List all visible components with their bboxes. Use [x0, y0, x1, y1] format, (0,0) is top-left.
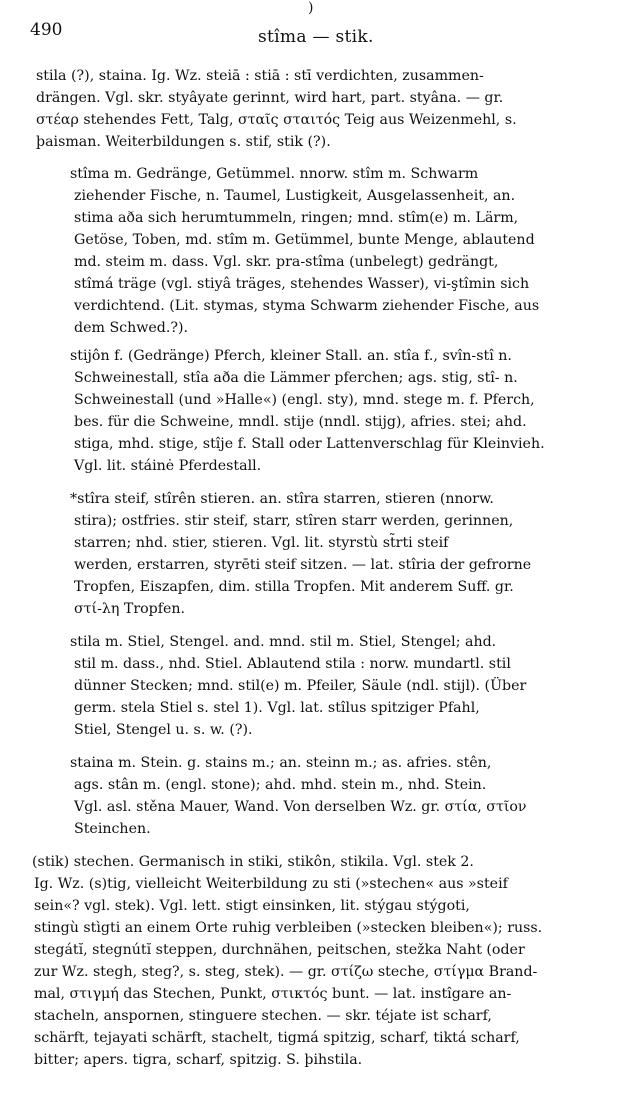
- entry-line: στέαρ stehendes Fett, Talg, σταῖς σταιτός Teig aus Weizenmehl, s.: [36, 112, 517, 128]
- entry-line: starren; nhd. stier, stieren. Vgl. lit. styrstù st̃rti steif: [74, 535, 449, 551]
- entry-line: Vgl. lit. stáinė Pferdestall.: [74, 458, 262, 474]
- entry-line: stîmá träge (vgl. stiyâ träges, stehendes Wasser), vi-ştîmin sich: [74, 276, 530, 292]
- entry-line: stila (?), staina. Ig. Wz. steiā : stiā : stī verdichten, zusammen-: [36, 68, 484, 84]
- entry-line: Schweinestall (und »Halle«) (engl. sty), mnd. stege m. f. Pferch,: [74, 392, 535, 408]
- entry-line: dünner Stecken; mnd. stil(e) m. Pfeiler, Säule (ndl. stijl). (Über: [74, 678, 527, 694]
- entry-line: stegátĭ, stegnútĭ steppen, durchnähen, peitschen, stežka Naht (oder: [34, 942, 525, 958]
- entry-line: Getöse, Toben, md. stîm m. Getümmel, bunte Menge, ablautend: [74, 232, 535, 248]
- entry-line: werden, erstarren, styrēti steif sitzen. — lat. stîria der gefrorne: [74, 557, 532, 573]
- entry-headline: staina m. Stein. g. stains m.; an. steinn m.; as. afries. stên,: [70, 755, 492, 771]
- entry-line: drängen. Vgl. skr. styâyate gerinnt, wird hart, part. styâna. — gr.: [36, 90, 504, 106]
- entry-line: stil m. dass., nhd. Stiel. Ablautend stila : norw. mundartl. stil: [74, 656, 511, 672]
- entry-line: Vgl. asl. stěna Mauer, Wand. Von derselben Wz. gr. στία, στῖον: [74, 799, 527, 815]
- entry-line: stiga, mhd. stige, stîje f. Stall oder Lattenverschlag für Kleinvieh.: [74, 436, 545, 452]
- entry-line: bes. für die Schweine, mndl. stije (nndl. stijg), afries. stei; ahd.: [74, 414, 527, 430]
- running-title: stîma — stik.: [258, 27, 374, 47]
- entry-headline: (stik) stechen. Germanisch in stiki, stikôn, stikila. Vgl. stek 2.: [32, 854, 474, 870]
- entry-line: ags. stân m. (engl. stone); ahd. mhd. stein m., nhd. Stein.: [74, 777, 487, 793]
- entry-headline: stila m. Stiel, Stengel. and. mnd. stil m. Stiel, Stengel; ahd.: [70, 634, 497, 650]
- entry-line: Steinchen.: [74, 821, 151, 837]
- entry-line: verdichtend. (Lit. stymas, styma Schwarm ziehender Fische, aus: [74, 298, 540, 314]
- entry-line: Ig. Wz. (s)tig, vielleicht Weiterbildung zu sti (»stechen« aus »steif: [34, 876, 508, 892]
- entry-line: Schweinestall, stîa aða die Lämmer pferchen; ags. stig, stî- n.: [74, 370, 518, 386]
- entry-line: stima aða sich herumtummeln, ringen; mnd. stîm(e) m. Lärm,: [74, 210, 519, 226]
- entry-line: þaisman. Weiterbildungen s. stif, stik (?).: [36, 134, 331, 150]
- entry-line: ziehender Fische, n. Taumel, Lustigkeit, Ausgelassenheit, an.: [74, 188, 516, 204]
- entry-line: dem Schwed.?).: [74, 320, 189, 336]
- entry-line: στί-λη Tropfen.: [74, 601, 186, 617]
- top-mark: ): [308, 0, 314, 16]
- entry-headline: stijôn f. (Gedränge) Pferch, kleiner Stall. an. stîa f., svîn-stî n.: [70, 348, 512, 364]
- entry-line: Stiel, Stengel u. s. w. (?).: [74, 722, 253, 738]
- entry-headline: stîma m. Gedränge, Getümmel. nnorw. stîm m. Schwarm: [70, 166, 479, 182]
- entry-line: stingù stìgti an einem Orte ruhig verbleiben (»stecken bleiben«); russ.: [34, 920, 543, 936]
- entry-line: schärft, tejayati schärft, stachelt, tigmá spitzig, scharf, tiktá scharf,: [34, 1030, 520, 1046]
- entry-line: Tropfen, Eiszapfen, dim. stilla Tropfen. Mit anderem Suff. gr.: [74, 579, 514, 595]
- entry-line: stacheln, anspornen, stinguere stechen. — skr. téjate ist scharf,: [34, 1008, 492, 1024]
- page-number: 490: [30, 20, 63, 40]
- entry-line: stira); ostfries. stir steif, starr, stîren starr werden, gerinnen,: [74, 513, 514, 529]
- entry-line: sein«? vgl. stek). Vgl. lett. stigt einsinken, lit. stýgau stýgoti,: [34, 898, 470, 914]
- entry-line: md. steim m. dass. Vgl. skr. pra-stîma (unbelegt) gedrängt,: [74, 254, 499, 270]
- entry-line: zur Wz. stegh, steg?, s. steg, stek). — gr. στίζω steche, στίγμα Brand-: [34, 964, 538, 980]
- entry-headline: *stîra steif, stîrên stieren. an. stîra starren, stieren (nnorw.: [70, 491, 494, 507]
- entry-line: bitter; apers. tigra, scharf, spitzig. S. þihstila.: [34, 1052, 363, 1068]
- entry-line: mal, στιγμή das Stechen, Punkt, στικτός bunt. — lat. instîgare an-: [34, 986, 512, 1002]
- entry-line: germ. stela Stiel s. stel 1). Vgl. lat. stîlus spitziger Pfahl,: [74, 700, 480, 716]
